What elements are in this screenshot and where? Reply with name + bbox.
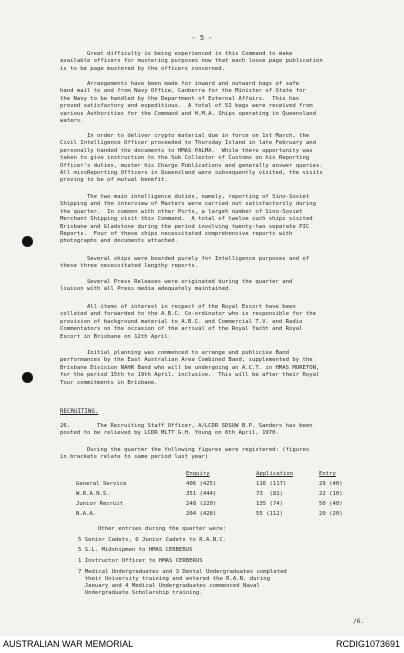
text-line: In order to deliver crypto material due in force on 1st March, the [60, 133, 310, 139]
text-line: provision of background material to A.B.C. and Commercial T.V. and Radio [60, 318, 303, 325]
text-line: posted to be relieved by LCDR MLTT G.H. Young on 6th April, 1970. [60, 430, 279, 437]
next-page-marker: /6. [353, 618, 364, 625]
section-heading: RECRUITING. [60, 409, 99, 415]
other-entries-intro: Other entries during the quarter were: [98, 526, 226, 532]
text-line: During the quarter the following figures were registered: (figures [60, 447, 310, 453]
text-line: Officer's duties, muster his Charge Publications and generally answer queries. [60, 162, 323, 169]
text-line: Shipping and the interview of Masters were carried out satisfactorily during [60, 201, 316, 208]
punch-hole [22, 236, 33, 247]
text-line: photographs and documents attached. [60, 238, 178, 245]
text-line: Undergraduate Scholarship training. [78, 590, 203, 597]
cell-enquiry: 248 (220) [186, 501, 217, 507]
text-line: Arrangements have been made for inward and outward bags of safe [60, 81, 300, 87]
text-line: 26. The Recruiting Staff Officer, A/LCDR SDSUW B.P. Sanders has been [60, 423, 313, 429]
column-header: Entry [319, 471, 336, 477]
text-line: various Authorities for the Command and H.M.A. Ships operating in Queensland [60, 110, 316, 117]
text-line: the quarter. In common with other Ports, a large% number of Sino-Soviet [60, 208, 303, 215]
cell-enquiry: 351 (444) [186, 491, 217, 497]
text-line: taken to give instruction to the Sub Collector of Customs on his Reporting [60, 155, 310, 162]
text-line: Several Press Releases were originated during the quarter and [60, 279, 293, 285]
list-item [78, 569, 348, 598]
archive-name: AUSTRALIAN WAR MEMORIAL [3, 639, 134, 649]
cell-application: 135 (74) [256, 501, 283, 507]
paragraph [60, 81, 356, 125]
table-row [76, 491, 366, 501]
text-line: collated and forwarded to the A.B.C. Co-ordinator who is responsible for the [60, 311, 316, 318]
list-item [78, 547, 348, 554]
table-row [76, 501, 366, 511]
paragraph [60, 304, 356, 341]
text-line: hand mail to and from Navy Office, Canberra for the Minister of State for [60, 88, 306, 95]
text-line: Several ships were boarded purely for Intelligence purposes and of [60, 256, 310, 262]
table-row [76, 511, 366, 521]
table-row [76, 481, 366, 491]
text-line: 5 Senior Cadets, 6 Junior Cadets to R.A.N.C. [78, 536, 227, 543]
list-item [78, 537, 348, 544]
text-line: the Navy to be handled by the Department of External Affairs. This has [60, 95, 300, 102]
text-line: personally handed the documents to HMAS PALMA. While there opportunity was [60, 147, 313, 154]
cell-entry: 20 (20) [319, 511, 343, 517]
text-line: Escort in Brisbane on 12th April. [60, 333, 172, 340]
punch-hole [22, 372, 33, 383]
paragraph [60, 194, 356, 246]
row-label: Junior Recruit [76, 501, 124, 507]
row-label: N.A.A. [76, 511, 97, 517]
record-id: RCDIG1073691 [335, 639, 400, 649]
text-line: January and 4 Medical Undergraduates commenced Naval [78, 583, 260, 590]
column-header: Application [256, 471, 294, 477]
text-line: their University training and entered the R.A.N. during [78, 576, 270, 583]
paragraph [60, 350, 356, 387]
row-label: W.R.A.N.S. [76, 491, 110, 497]
text-line: Civil Intelligence Officer proceeded to Thursday Island in late February and [60, 140, 316, 147]
text-line: All items of interest in respect of the Royal Escort have been [60, 304, 296, 310]
cell-entry: 50 (40) [319, 501, 343, 507]
cell-application: 55 (112) [256, 511, 283, 517]
text-line: 5 S.L. Midshipmen to HMAS CERBERUS [78, 547, 193, 554]
text-line: proved satisfactory and expeditious. A total of 52 bags were received from [60, 103, 313, 110]
paragraph [60, 256, 356, 271]
other-entries [78, 526, 348, 601]
text-line: available officers for mustering purposes now that each loose page publication [60, 58, 323, 65]
cell-application: 116 (117) [256, 481, 287, 487]
table-header [76, 471, 366, 481]
text-line: Initial planning was commenced to arrange and publicise Band [60, 350, 290, 356]
list-item [78, 558, 348, 565]
text-line: The two main intelligence duties, namely, reporting of Sino-Soviet [60, 194, 310, 200]
text-line: proving to be of mutual benefit. [60, 177, 168, 184]
text-line: Commentators on the occasion of the arrival of the Royal Yacht and Royal [60, 326, 303, 333]
text-line: for the period 15th to 19th April, inclusive. This will be after their Royal [60, 372, 320, 379]
text-line: 1 Instructor Officer to HMAS CERBERUS [78, 558, 203, 565]
text-line: liaison with all Press media adequately maintained. [60, 286, 232, 293]
text-line: Brisbane Division NAHR Band who will be undergoing an A.C.T. in HMAS MORETON, [60, 364, 320, 371]
text-line: 7 Medical Undergraduates and 3 Dental Undergraduates completed [78, 568, 287, 575]
text-line: in brackets relate to same period last year) [60, 454, 209, 461]
paragraph [60, 447, 356, 462]
text-line: Tour commitments in Brisbane. [60, 379, 158, 386]
text-line: Brisbane and Gladstone during the period involving twenty-two separate PIC [60, 223, 310, 230]
paragraph [60, 423, 356, 438]
cell-entry: 22 (10) [319, 491, 343, 497]
paragraph [60, 279, 356, 294]
row-label: General Service [76, 481, 127, 487]
text-line: Reports. Four of these ships necessitated comprehensive reports with [60, 231, 293, 238]
paragraph [60, 51, 356, 73]
page-number: - 5 - [191, 34, 213, 42]
text-line: All missReporting Officers in Queensland were subsequently visited, the visits [60, 170, 323, 177]
column-header: Enquiry [186, 471, 210, 477]
archive-footer [0, 636, 404, 653]
paragraph [60, 133, 356, 185]
cell-application: 73 (81) [256, 491, 283, 497]
text-line: waters. [60, 118, 84, 125]
text-line: these three necessitated lengthy reports. [60, 263, 199, 270]
cell-entry: 29 (40) [319, 481, 343, 487]
text-line: Merchant Shipping visit this Command. A total of twelve such ships visited [60, 216, 313, 223]
text-line: Great difficulty is being experienced in this Command to make [60, 51, 293, 57]
text-line: performances by the East Australian Area Combined Band, supplemented by the [60, 357, 313, 364]
text-line: is to be page mustered by the officers concerned. [60, 65, 226, 72]
recruiting-table [76, 471, 366, 521]
cell-enquiry: 406 (425) [186, 481, 217, 487]
cell-enquiry: 204 (428) [186, 511, 217, 517]
